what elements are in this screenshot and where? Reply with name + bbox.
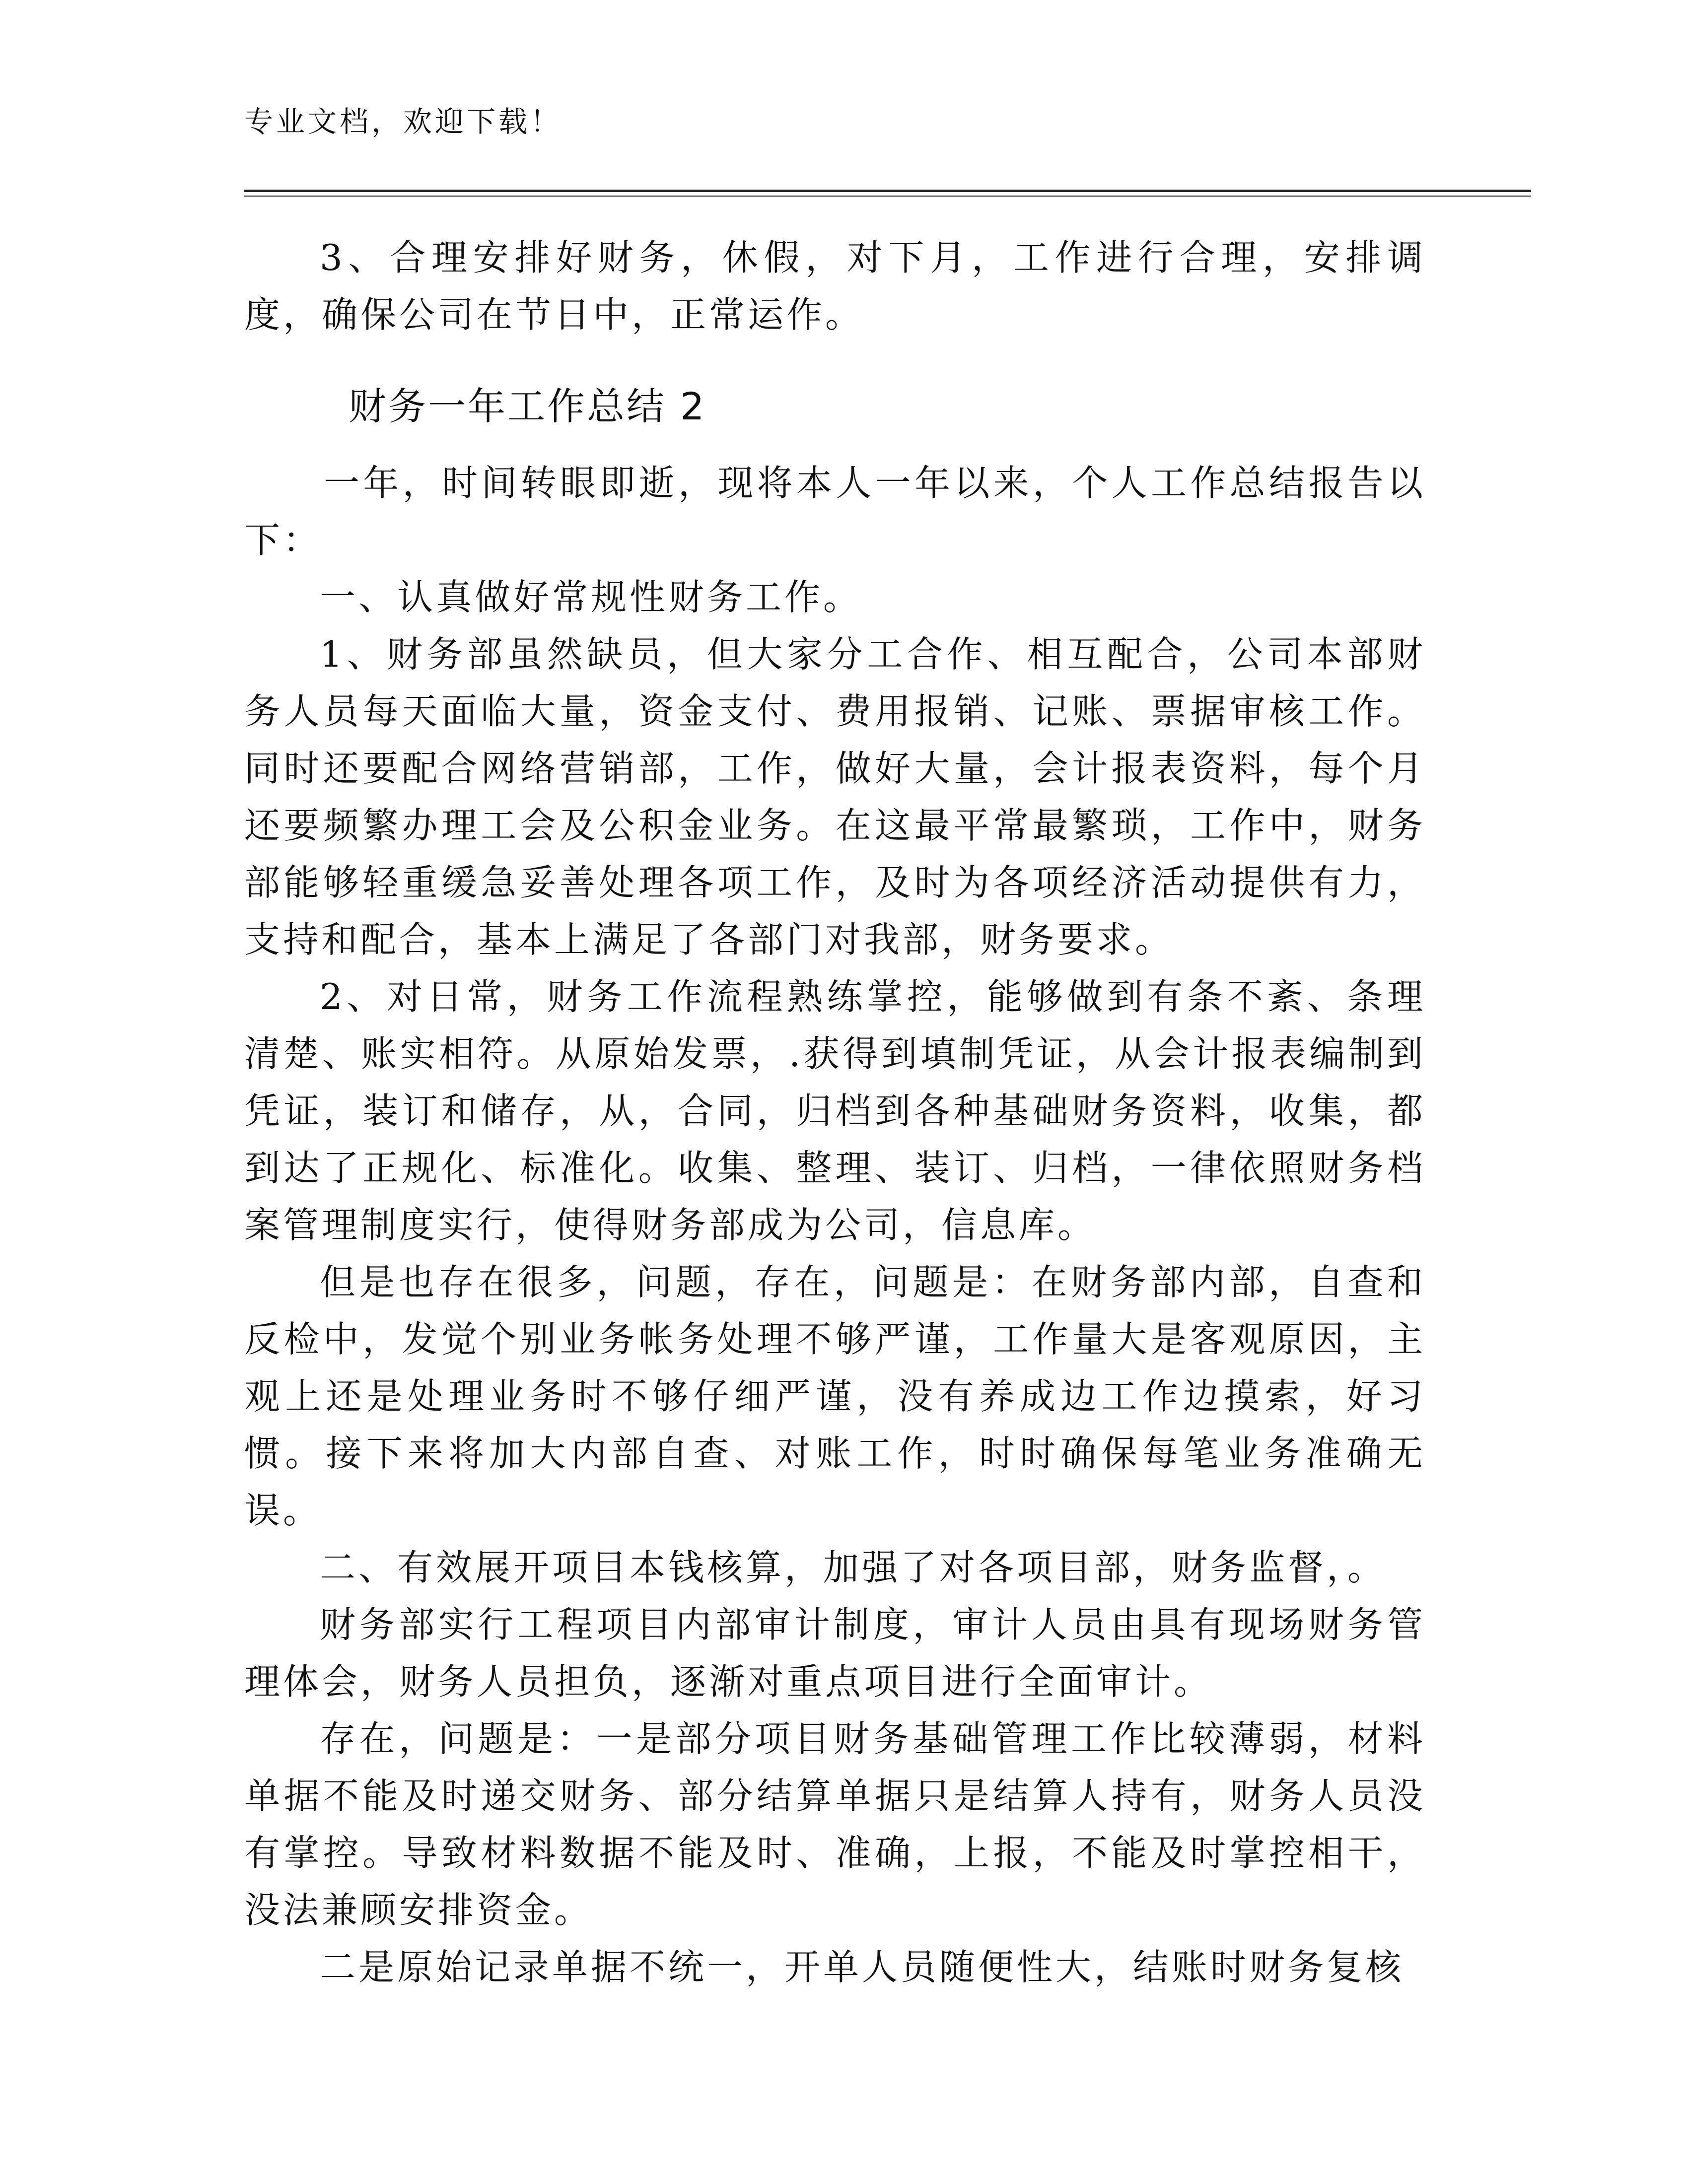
section-one-title: 一、认真做好常规性财务工作。 <box>320 576 862 618</box>
intro-paragraph: 一年，时间转眼即逝，现将本人一年以来，个人工作总结报告以下： <box>244 462 1426 561</box>
issue-two-paragraph: 二是原始记录单据不统一，开单人员随便性大，结账时财务复核 <box>320 1946 1405 1988</box>
issues-paragraph: 存在，问题是：一是部分项目财务基础管理工作比较薄弱，材料单据不能及时递交财务、部分结算单据只是结算人持有，财务人员没有掌控。导致材料数据不能及时、准确，上报，不能及时掌控相干，没法兼顾安排资金。 <box>244 1718 1426 1931</box>
paragraph-item-2: 2、对日常，财务工作流程熟练掌控，能够做到有条不紊、条理清楚、账实相符。从原始发票，.获得到填制凭证，从会计报表编制到凭证，装订和储存，从，合同，归档到各种基础财务资料，收集，都到达了正规化、标准化。收集、整理、装订、归档，一律依照财务档案管理制度实行，使得财务部成为公司，信息库。 <box>244 976 1426 1246</box>
page-header-text: 专业文档，欢迎下载！ <box>244 105 563 138</box>
section-heading: 财务一年工作总结 2 <box>349 384 706 428</box>
document-body <box>244 229 1426 1996</box>
section-two-title: 二、有效展开项目本钱核算，加强了对各项目部，财务监督，。 <box>320 1547 1387 1588</box>
paragraph-item-3: 3、合理安排好财务，休假，对下月，工作进行合理，安排调度，确保公司在节日中，正常运作。 <box>244 237 1426 336</box>
header-divider-thin <box>244 196 1531 197</box>
header-divider-thick <box>244 190 1531 192</box>
audit-paragraph: 财务部实行工程项目内部审计制度，审计人员由具有现场财务管理体会，财务人员担负，逐渐对重点项目进行全面审计。 <box>244 1604 1426 1703</box>
problems-paragraph: 但是也存在很多，问题，存在，问题是：在财务部内部，自查和反检中，发觉个别业务帐务处理不够严谨，工作量大是客观原因，主观上还是处理业务时不够仔细严谨，没有养成边工作边摸索，好习惯。接下来将加大内部自查、对账工作，时时确保每笔业务准确无误。 <box>244 1261 1426 1531</box>
paragraph-item-1: 1、财务部虽然缺员，但大家分工合作、相互配合，公司本部财务人员每天面临大量，资金支付、费用报销、记账、票据审核工作。同时还要配合网络营销部，工作，做好大量，会计报表资料，每个月还要频繁办理工会及公积金业务。在这最平常最繁琐，工作中，财务部能够轻重缓急妥善处理各项工作，及时为各项经济活动提供有力，支持和配合，基本上满足了各部门对我部，财务要求。 <box>244 633 1426 960</box>
